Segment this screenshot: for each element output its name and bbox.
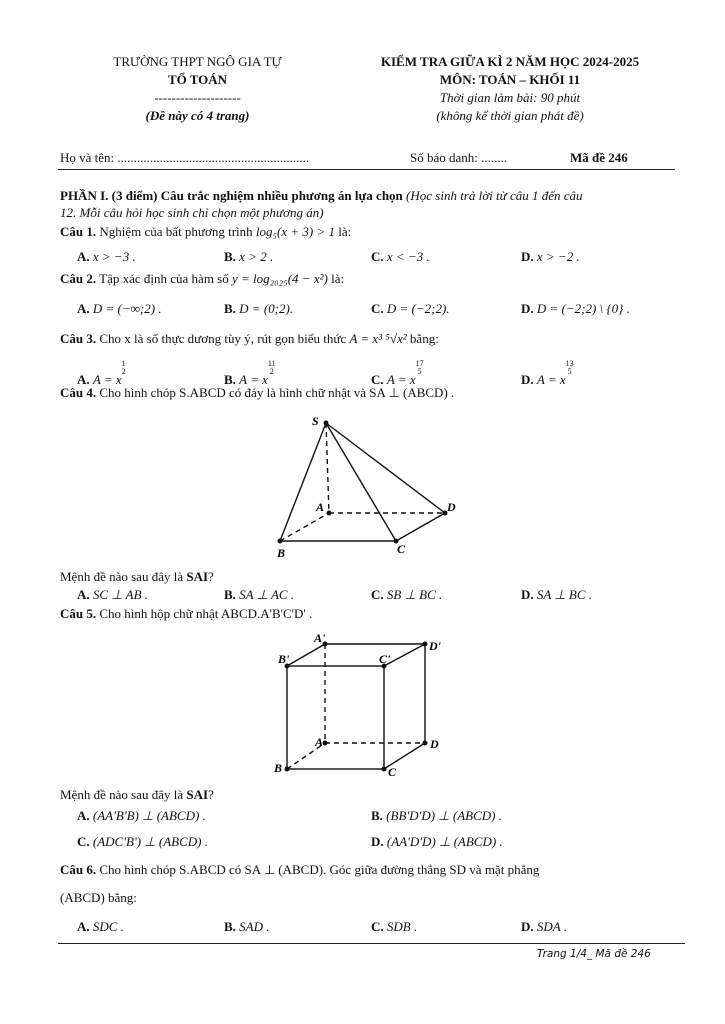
- label-C: C: [388, 765, 397, 779]
- q1-option-c[interactable]: C. x < −3 .: [371, 249, 430, 264]
- label-D: D: [447, 500, 456, 514]
- header-divider: --------------------: [154, 90, 241, 105]
- question-expression: y = log₂₀₂₅(4 − x²): [231, 271, 328, 286]
- q2-option-b[interactable]: B. D = (0;2).: [224, 301, 294, 316]
- q6-option-a[interactable]: A. SDC .: [77, 919, 124, 934]
- question-label: Câu 4.: [60, 385, 97, 400]
- q1-option-d[interactable]: D. x > −2 .: [521, 249, 580, 264]
- q5-prompt: Mệnh đề nào sau đây là SAI?: [60, 787, 214, 802]
- q3-option-a[interactable]: A. $A = x^{1 2}$: [77, 359, 126, 387]
- question-text: Cho hình hộp chữ nhật ABCD.A'B'C'D' .: [99, 606, 313, 621]
- label-A: A: [315, 735, 324, 749]
- q2-option-a[interactable]: A. D = (−∞;2) .: [77, 301, 162, 316]
- part1-note-a: (Học sinh trả lời từ câu 1 đến câu: [406, 188, 583, 203]
- question-1: [60, 224, 351, 240]
- question-text: Nghiệm của bất phương trình: [99, 224, 253, 239]
- subject: MÔN: TOÁN – KHỐI 11: [439, 72, 581, 87]
- exam-code: Mã đề 246: [570, 150, 628, 165]
- q1-option-a[interactable]: A. x > −3 .: [77, 249, 136, 264]
- q2-option-c[interactable]: C. D = (−2;2).: [371, 301, 450, 316]
- q6-option-b[interactable]: B. SAD .: [224, 919, 270, 934]
- question-label: Câu 2.: [60, 271, 97, 286]
- label-B: B: [274, 761, 283, 775]
- question-text: Cho hình chóp S.ABCD có đáy là hình chữ nhật và SA ⊥ (ABCD) .: [99, 385, 455, 400]
- label-D1: D': [429, 639, 441, 653]
- student-name-field: Họ và tên: ...........................................................: [60, 150, 310, 165]
- label-A1: A': [314, 631, 326, 645]
- q4-option-b[interactable]: B. SA ⊥ AC .: [224, 587, 295, 602]
- question-2: [60, 271, 344, 287]
- header-rule: [58, 169, 675, 170]
- q3-option-b[interactable]: B. $A = x^{11 2}$: [224, 359, 276, 387]
- q6-option-c[interactable]: C. SDB .: [371, 919, 418, 934]
- question-label: Câu 6.: [60, 862, 97, 877]
- pyramid-figure: [260, 408, 470, 560]
- question-label: Câu 3.: [60, 331, 97, 346]
- label-B: B: [277, 546, 286, 560]
- school-name: TRƯỜNG THPT NGÔ GIA TỰ: [113, 54, 282, 69]
- pages-note: (Đề này có 4 trang): [145, 108, 250, 123]
- duration: Thời gian làm bài: 90 phút: [439, 90, 581, 105]
- exam-title: KIỂM TRA GIỮA KÌ 2 NĂM HỌC 2024-2025: [380, 54, 640, 69]
- question-tail: bằng:: [409, 331, 439, 346]
- question-tail: là:: [338, 224, 352, 239]
- q1-option-b[interactable]: B. x > 2 .: [224, 249, 274, 264]
- label-A: A: [316, 500, 325, 514]
- part1-heading: [60, 188, 583, 204]
- question-label: Câu 1.: [60, 224, 97, 239]
- question-6-cont: (ABCD) bằng:: [60, 890, 137, 905]
- q2-option-d[interactable]: D. D = (−2;2) \ {0} .: [521, 301, 630, 316]
- q3-option-d[interactable]: D. $A = x^{13 5}$: [521, 359, 574, 387]
- q4-prompt: Mệnh đề nào sau đây là SAI?: [60, 569, 214, 584]
- question-label: Câu 5.: [60, 606, 97, 621]
- q4-option-a[interactable]: A. SC ⊥ AB .: [77, 587, 149, 602]
- label-C1: C': [379, 652, 391, 666]
- question-tail: là:: [331, 271, 345, 286]
- question-text: Cho hình chóp S.ABCD có SA ⊥ (ABCD). Góc giữa đường thẳng SD và mặt phẳng: [99, 862, 540, 877]
- question-text: Tập xác định của hàm số: [99, 271, 229, 286]
- q5-option-c[interactable]: C. (ADC'B') ⊥ (ABCD) .: [77, 834, 208, 849]
- question-6: [60, 862, 539, 878]
- label-D: D: [430, 737, 439, 751]
- q3-option-c[interactable]: C. $A = x^{17 5}$: [371, 359, 424, 387]
- question-text: Cho x là số thực dương tùy ý, rút gọn biểu thức: [99, 331, 347, 346]
- q6-option-d[interactable]: D. SDA .: [521, 919, 567, 934]
- q5-option-d[interactable]: D. (AA'D'D) ⊥ (ABCD) .: [371, 834, 503, 849]
- q5-option-b[interactable]: B. (BB'D'D) ⊥ (ABCD) .: [371, 808, 502, 823]
- question-expression: A = x³ ⁵√x²: [349, 331, 407, 346]
- question-expression: log₅(x + 3) > 1: [255, 224, 336, 239]
- label-S: S: [312, 414, 319, 428]
- q5-option-a[interactable]: A. (AA'B'B) ⊥ (ABCD) .: [77, 808, 206, 823]
- page-footer: Trang 1/4_ Mã đề 246: [537, 948, 651, 960]
- question-4: [60, 385, 454, 401]
- cuboid-figure: [270, 630, 450, 780]
- student-id-field: Số báo danh: ........: [410, 150, 508, 165]
- footer-rule: [58, 943, 685, 944]
- part1-note-b: 12. Mỗi câu hỏi học sinh chỉ chọn một phương án): [60, 205, 324, 220]
- department: TỔ TOÁN: [167, 72, 228, 87]
- q4-option-c[interactable]: C. SB ⊥ BC .: [371, 587, 443, 602]
- q4-option-d[interactable]: D. SA ⊥ BC .: [521, 587, 593, 602]
- label-C: C: [397, 542, 406, 556]
- duration-note: (không kể thời gian phát đề): [436, 108, 584, 123]
- question-3: [60, 331, 439, 347]
- part1-title: PHẦN I. (3 điểm) Câu trắc nghiệm nhiều phương án lựa chọn: [60, 188, 403, 203]
- label-B1: B': [278, 652, 290, 666]
- question-5: [60, 606, 312, 622]
